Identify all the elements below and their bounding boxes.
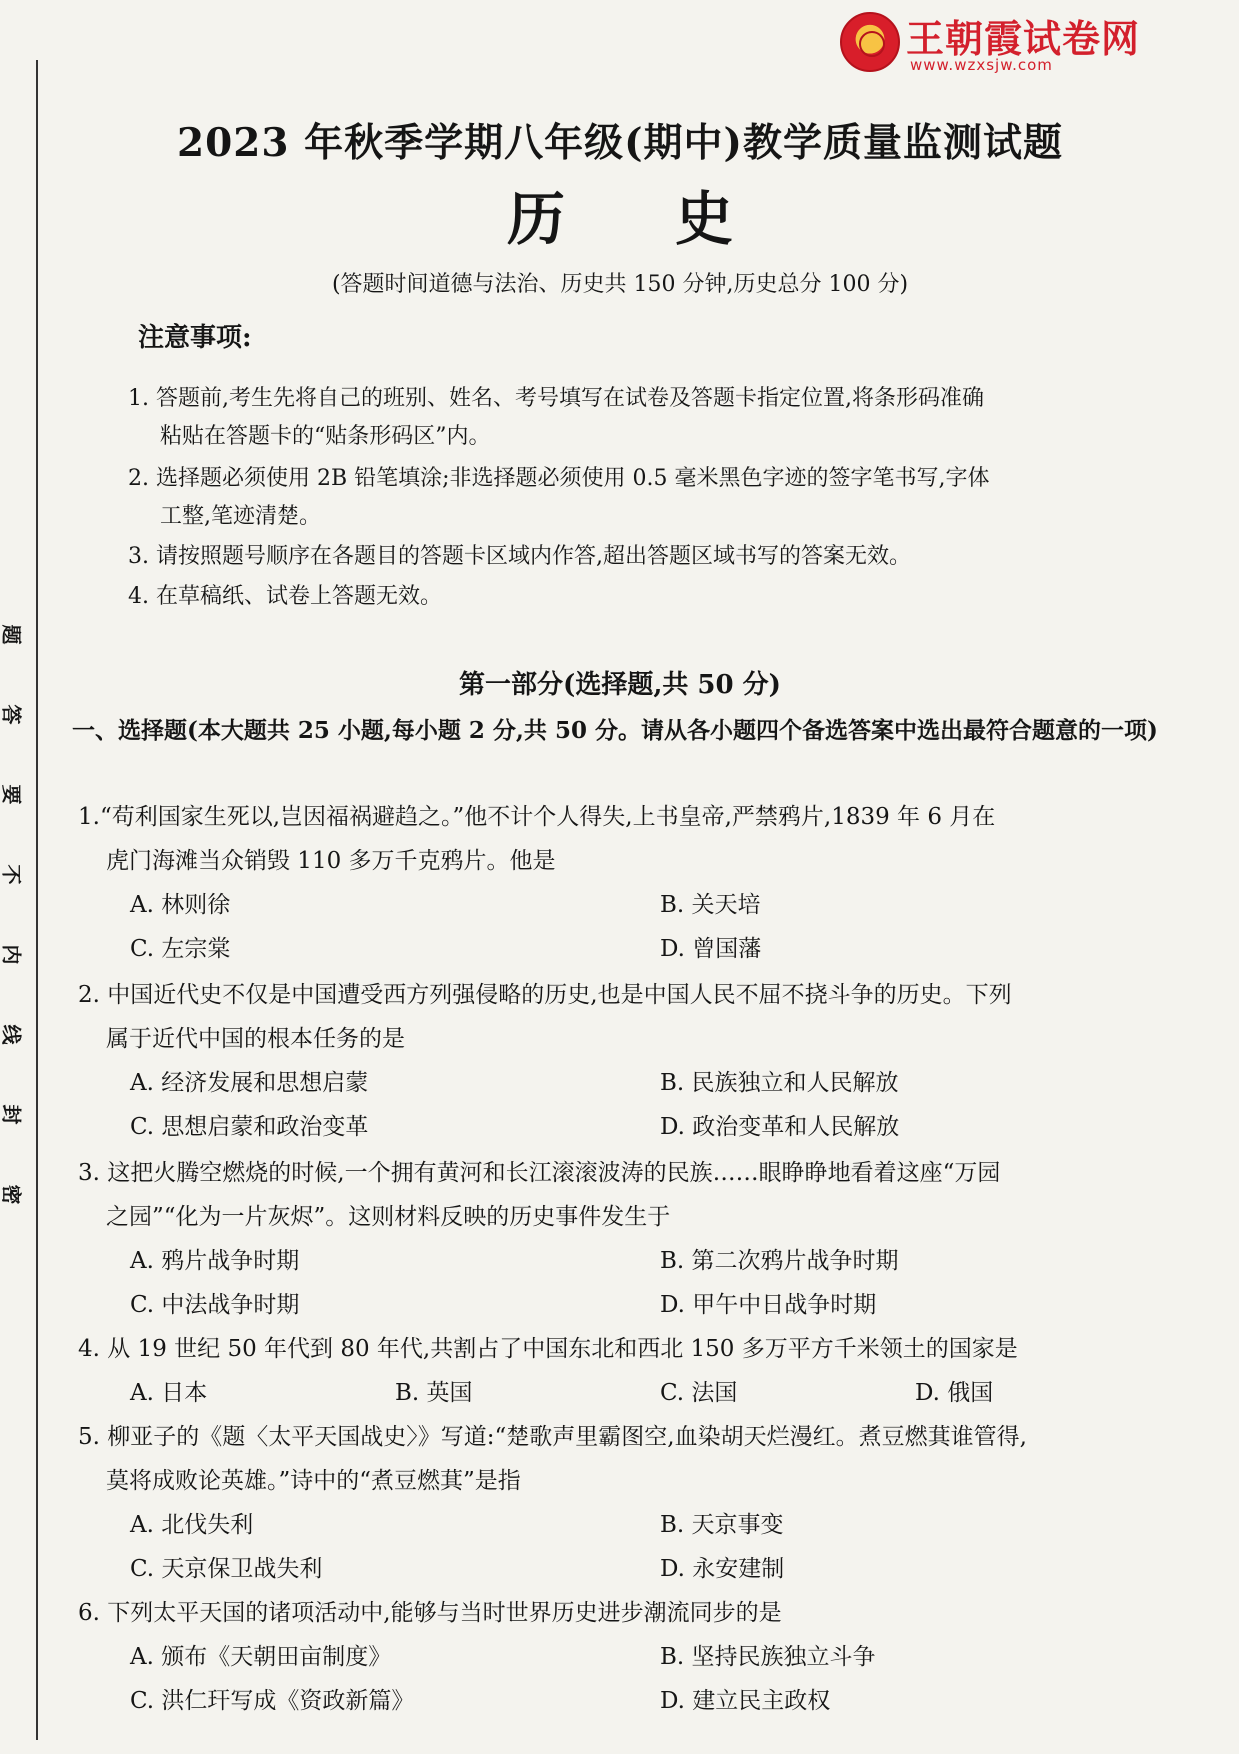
time-note: (答题时间道德与法治、历史共 150 分钟,历史总分 100 分)	[331, 272, 909, 297]
option-a: A. 鸦片战争时期	[130, 1248, 300, 1274]
question-stem: 6. 下列太平天国的诸项活动中,能够与当时世界历史进步潮流同步的是	[78, 1600, 782, 1626]
side-label: 不	[0, 864, 24, 885]
option-a: A. 颁布《天朝田亩制度》	[130, 1644, 392, 1670]
side-label: 密	[0, 1184, 24, 1205]
question-stem: 5. 柳亚子的《题〈太平天国战史〉》写道:“楚歌声里霸图空,血染胡天烂漫红。煮豆燃萁谁管得,	[78, 1424, 1027, 1450]
binding-line	[36, 60, 38, 1740]
notice-item: 4. 在草稿纸、试卷上答题无效。	[128, 584, 442, 609]
option-d: D. 政治变革和人民解放	[660, 1114, 900, 1140]
option-d: D. 永安建制	[660, 1556, 785, 1582]
option-b: B. 民族独立和人民解放	[660, 1070, 899, 1096]
option-a: A. 北伐失利	[130, 1512, 254, 1538]
watermark-name: 王朝霞试卷网	[906, 17, 1141, 61]
seal-icon	[840, 12, 900, 72]
question-stem: 之园”“化为一片灰烬”。这则材料反映的历史事件发生于	[106, 1204, 671, 1230]
option-d: D. 曾国藩	[660, 936, 762, 962]
notice-heading: 注意事项:	[138, 323, 252, 353]
option-a: A. 林则徐	[130, 892, 231, 918]
option-c: C. 天京保卫战失利	[130, 1556, 323, 1582]
option-d: D. 建立民主政权	[660, 1688, 831, 1714]
side-label: 封	[0, 1104, 24, 1125]
option-b: B. 关天培	[660, 892, 761, 918]
side-label: 内	[0, 944, 24, 965]
notice-item: 3. 请按照题号顺序在各题目的答题卡区域内作答,超出答题区域书写的答案无效。	[128, 544, 911, 569]
question-stem: 莫将成败论英雄。”诗中的“煮豆燃萁”是指	[106, 1468, 521, 1494]
notice-item: 2. 选择题必须使用 2B 铅笔填涂;非选择题必须使用 0.5 毫米黑色字迹的签字笔书写,字体	[128, 466, 990, 491]
option-a: A. 经济发展和思想启蒙	[130, 1070, 369, 1096]
question-stem: 属于近代中国的根本任务的是	[106, 1026, 405, 1052]
option-c: C. 中法战争时期	[130, 1292, 300, 1318]
side-label: 答	[0, 704, 24, 725]
watermark-logo	[840, 8, 1170, 78]
notice-item: 工整,笔迹清楚。	[160, 504, 321, 529]
option-c: C. 法国	[660, 1380, 738, 1406]
part-heading: 第一部分(选择题,共 50 分)	[459, 670, 781, 700]
side-label: 题	[0, 624, 24, 645]
option-b: B. 第二次鸦片战争时期	[660, 1248, 899, 1274]
side-label: 要	[0, 784, 24, 805]
watermark-url: www.wzxsjw.com	[910, 56, 1053, 74]
exam-title: 2023 年秋季学期八年级(期中)教学质量监测试题	[176, 120, 1064, 166]
option-c: C. 思想启蒙和政治变革	[130, 1114, 369, 1140]
side-label: 线	[0, 1024, 24, 1045]
notice-item: 1. 答题前,考生先将自己的班别、姓名、考号填写在试卷及答题卡指定位置,将条形码准确	[128, 386, 984, 411]
section-heading: 一、选择题(本大题共 25 小题,每小题 2 分,共 50 分。请从各小题四个备选答案中选出最符合题意的一项)	[72, 717, 1158, 744]
option-c: C. 左宗棠	[130, 936, 231, 962]
option-d: D. 甲午中日战争时期	[660, 1292, 877, 1318]
notice-item: 粘贴在答题卡的“贴条形码区”内。	[160, 424, 491, 449]
question-stem: 2. 中国近代史不仅是中国遭受西方列强侵略的历史,也是中国人民不屈不挠斗争的历史。下列	[78, 982, 1012, 1008]
option-c: C. 洪仁玕写成《资政新篇》	[130, 1688, 415, 1714]
question-stem: 1.“苟利国家生死以,岂因福祸避趋之。”他不计个人得失,上书皇帝,严禁鸦片,1839 年 6 月在	[78, 804, 996, 830]
question-stem: 4. 从 19 世纪 50 年代到 80 年代,共割占了中国东北和西北 150 多万平方千米领土的国家是	[78, 1336, 1018, 1362]
option-d: D. 俄国	[915, 1380, 994, 1406]
option-b: B. 坚持民族独立斗争	[660, 1644, 876, 1670]
option-b: B. 英国	[395, 1380, 473, 1406]
subject-title: 历史	[506, 185, 843, 253]
question-stem: 3. 这把火腾空燃烧的时候,一个拥有黄河和长江滚滚波涛的民族……眼睁睁地看着这座“万园	[78, 1160, 1001, 1186]
question-stem: 虎门海滩当众销毁 110 多万千克鸦片。他是	[106, 848, 556, 874]
option-a: A. 日本	[130, 1380, 208, 1406]
option-b: B. 天京事变	[660, 1512, 784, 1538]
